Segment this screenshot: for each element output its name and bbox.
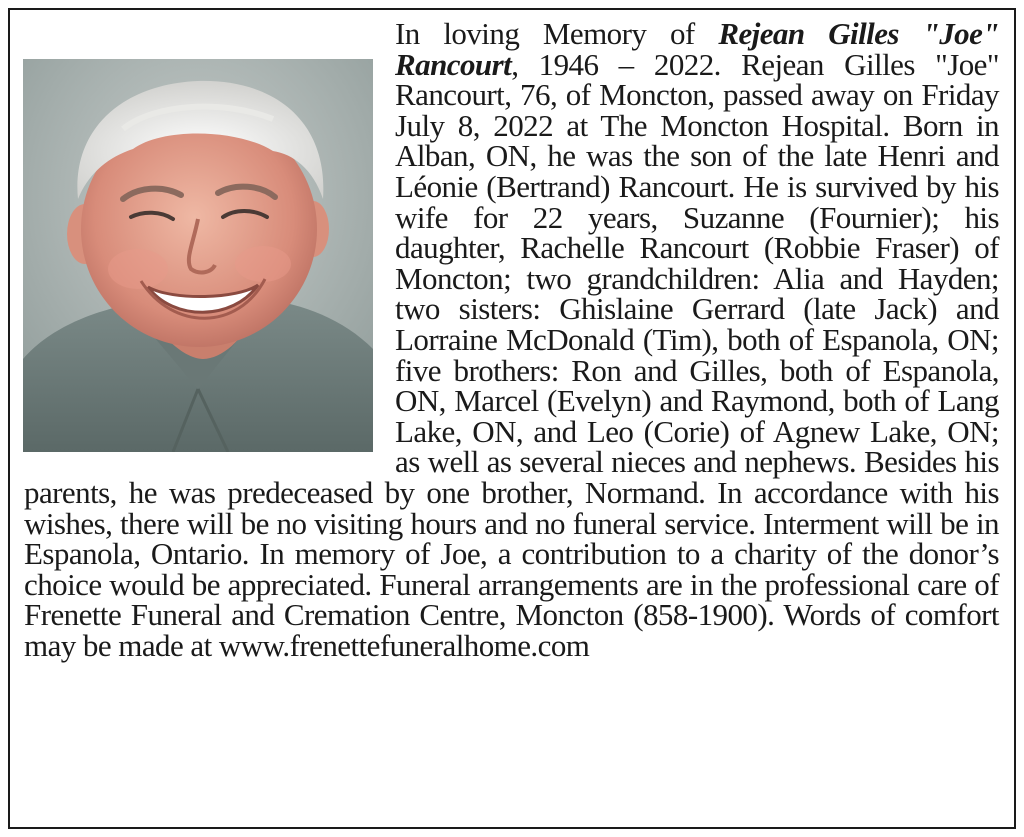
intro-text: In loving Memory of (395, 16, 719, 51)
portrait-illustration (23, 59, 373, 452)
portrait-photo (23, 59, 373, 452)
deceased-name: Rejean Gilles "Joe" Rancourt (395, 16, 999, 82)
obituary-notice (8, 8, 1016, 829)
obituary-body: , 1946 – 2022. Rejean Gilles "Joe" Rancourt, 76, of Moncton, passed away on Friday July 8, 2022 at The Moncton Hospital. Born in Alban, ON, he was the son of the late Henri and Léonie (Bertrand) Rancourt. He is survived by his wife for 22 years, Suzanne (Fournier); his daughter, Rachelle Rancourt (Robbie Fraser) of Moncton; two grandchildren: Alia and Hayden; two sisters: Ghislaine Gerrard (late Jack) and Lorraine McDonald (Tim), both of Espanola, ON; five brothers: Ron and Gilles, both of Espanola, ON, Marcel (Evelyn) and Raymond, both of Lang Lake, ON, and Leo (Corie) of Agnew Lake, ON; as well as several nieces and nephews. Besides his parents, he was predeceased by one brother, Normand. In accordance with his wishes, there will be no visiting hours and no funeral service. Interment will be in Espanola, Ontario. In memory of Joe, a contribution to a charity of the donor’s choice would be appreciated. Funeral arrangements are in the professional care of Frenette Funeral and Cremation Centre, Moncton (858-1900). Words of comfort may be made at www.frenettefuneralhome.com (24, 46, 999, 663)
